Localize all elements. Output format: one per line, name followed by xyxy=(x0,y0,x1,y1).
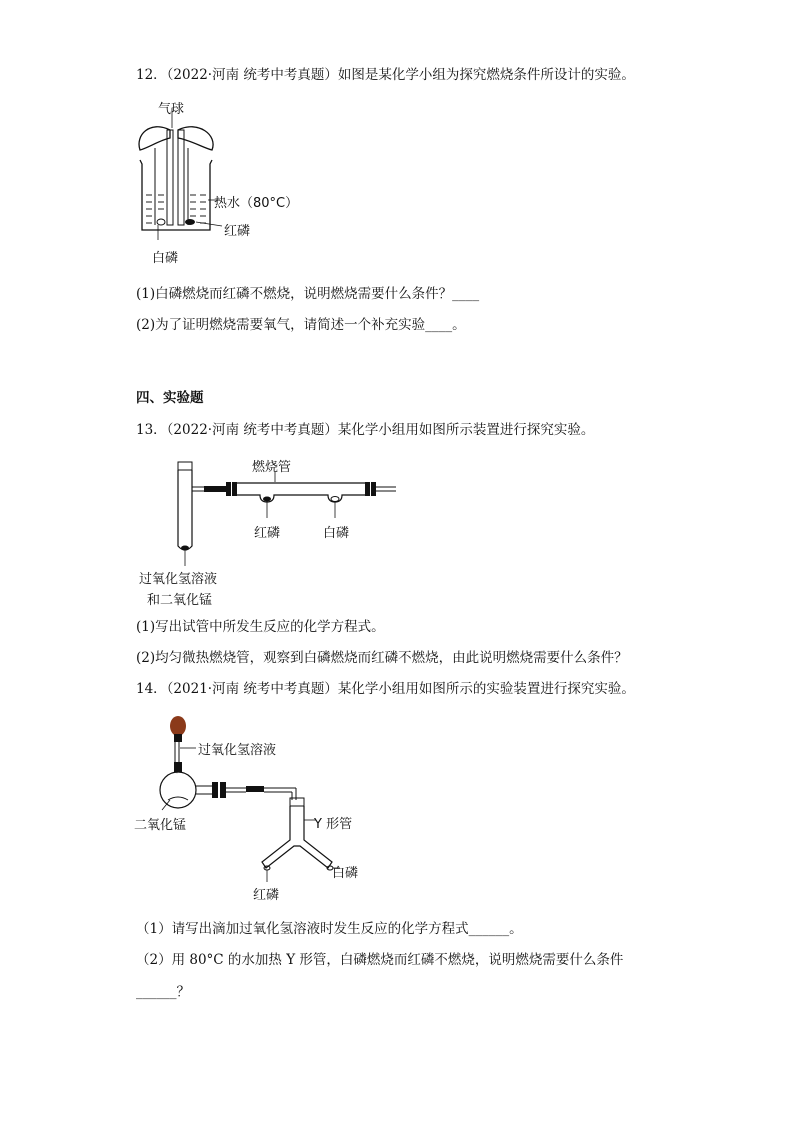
q13-part1: (1)写出试管中所发生反应的化学方程式。 xyxy=(136,619,385,635)
q14-part2-line1: （2）用 80°C 的水加热 Y 形管，白磷燃烧而红磷不燃烧，说明燃烧需要什么条件 xyxy=(136,952,624,968)
q14-part1: （1）请写出滴加过氧化氢溶液时发生反应的化学方程式______。 xyxy=(136,921,523,937)
q12-label-white-p: 白磷 xyxy=(152,251,179,266)
q13-part2: (2)均匀微热燃烧管，观察到白磷燃烧而红磷不燃烧，由此说明燃烧需要什么条件？ xyxy=(136,650,628,666)
q14-label-white-p: 白磷 xyxy=(332,866,359,881)
q13-stem: 13．（2022·河南 统考中考真题）某化学小组用如图所示装置进行探究实验。 xyxy=(136,422,595,438)
q13-label-tube: 燃烧管 xyxy=(252,460,292,475)
q13-label-white-p: 白磷 xyxy=(323,526,350,541)
q13-label-red-p: 红磷 xyxy=(254,526,281,541)
q14-stem: 14．（2021·河南 统考中考真题）某化学小组用如图所示的实验装置进行探究实验。 xyxy=(136,681,635,697)
q12-part2: (2)为了证明燃烧需要氧气，请简述一个补充实验____。 xyxy=(136,317,466,333)
q14-label-mno2: 二氧化锰 xyxy=(134,818,187,833)
q14-label-y-tube: Y 形管 xyxy=(314,817,353,832)
q14-part2-line2: ______？ xyxy=(136,984,190,1000)
section-heading: 四、实验题 xyxy=(136,390,204,406)
q13-label-reagent-1: 过氧化氢溶液 xyxy=(139,572,218,587)
q14-label-h2o2: 过氧化氢溶液 xyxy=(198,743,277,758)
q12-stem: 12．（2022·河南 统考中考真题）如图是某化学小组为探究燃烧条件所设计的实验。 xyxy=(136,67,635,83)
q14-label-red-p: 红磷 xyxy=(253,888,280,903)
q12-label-hot-water: 热水（80°C） xyxy=(214,196,299,211)
q13-label-reagent-2: 和二氧化锰 xyxy=(147,593,213,608)
q12-label-balloon: 气球 xyxy=(158,102,185,117)
q12-part1: (1)白磷燃烧而红磷不燃烧，说明燃烧需要什么条件？____ xyxy=(136,286,480,302)
q12-label-red-p: 红磷 xyxy=(224,224,251,239)
